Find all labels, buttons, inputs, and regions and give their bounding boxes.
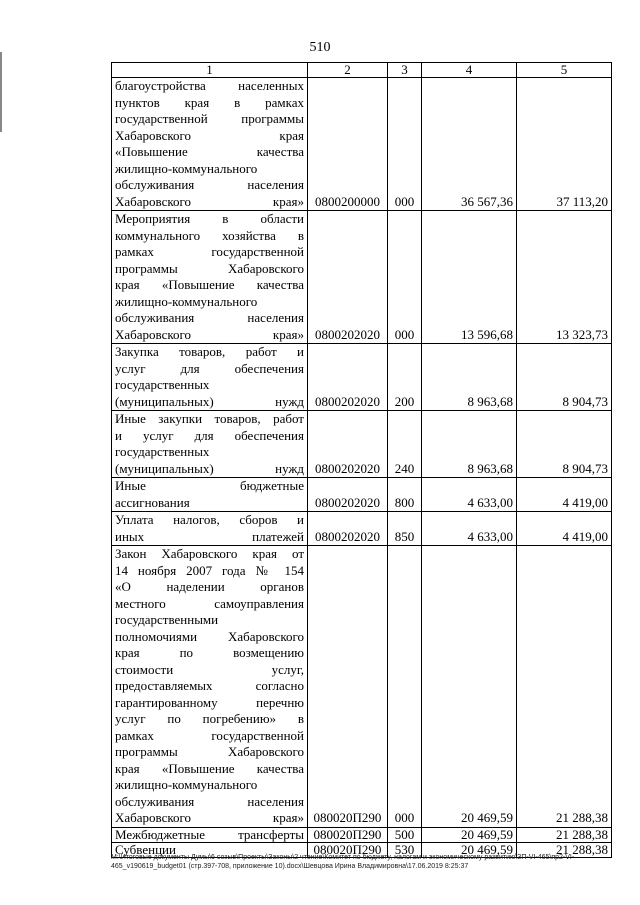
- table-row: [112, 827, 612, 842]
- row-name-line: Хабаровского края»: [115, 326, 304, 342]
- row-value-col4: 4 633,00: [422, 478, 517, 512]
- budget-table: [111, 62, 612, 858]
- row-name: [112, 211, 308, 344]
- row-name-line: обслуживания населения: [115, 793, 304, 809]
- row-value-col5: 21 288,38: [517, 546, 612, 828]
- column-header-3: 3: [388, 63, 422, 78]
- row-value-col5: 21 288,38: [517, 842, 612, 857]
- row-value-col4: 13 596,68: [422, 211, 517, 344]
- row-name-line: программы Хабаровского: [115, 744, 304, 759]
- row-code: 0800202020: [308, 411, 388, 478]
- row-name: [112, 344, 308, 411]
- row-name-line: Закупка товаров, работ и: [115, 344, 304, 359]
- column-header-5: 5: [517, 63, 612, 78]
- row-expense-type: 500: [388, 827, 422, 842]
- row-name-line: местного самоуправления: [115, 595, 304, 611]
- row-name-line: гарантированному перечню: [115, 694, 304, 710]
- row-name-line: «Повышение качества: [115, 144, 304, 159]
- page-number: 510: [309, 40, 331, 55]
- row-name: [112, 78, 308, 211]
- row-code: 080020П290: [308, 546, 388, 828]
- row-name-line: Мероприятия в области: [115, 211, 304, 226]
- table-row: [112, 411, 612, 478]
- column-header-2: 2: [308, 63, 388, 78]
- row-value-col5: 8 904,73: [517, 344, 612, 411]
- row-expense-type: 000: [388, 78, 422, 211]
- row-name-line: края по возмещению: [115, 645, 304, 660]
- row-name-line: «О наделении органов: [115, 579, 304, 594]
- row-expense-type: 530: [388, 842, 422, 857]
- table-header-row: [112, 63, 612, 78]
- row-name-line: коммунального хозяйства в: [115, 227, 304, 243]
- row-expense-type: 240: [388, 411, 422, 478]
- row-name-line: Межбюджетные трансферты: [115, 826, 304, 842]
- table-row: [112, 512, 612, 546]
- row-name-line: края «Повышение качества: [115, 760, 304, 776]
- row-name-line: Хабаровского края»: [115, 193, 304, 209]
- row-name-line: рамках государственной: [115, 244, 304, 259]
- row-value-col4: 20 469,59: [422, 827, 517, 842]
- row-name-line: 14 ноября 2007 года № 154: [115, 562, 304, 578]
- table-row: [112, 344, 612, 411]
- row-code: 0800202020: [308, 512, 388, 546]
- row-value-col4: 36 567,36: [422, 78, 517, 211]
- row-name-line: пунктов края в рамках: [115, 94, 304, 110]
- row-expense-type: 000: [388, 211, 422, 344]
- row-value-col5: 4 419,00: [517, 512, 612, 546]
- row-name-line: рамках государственной: [115, 727, 304, 743]
- row-name-line: жилищно-коммунального: [115, 777, 258, 792]
- column-header-1: 1: [112, 63, 308, 78]
- row-name: [112, 827, 308, 842]
- row-name-line: жилищно-коммунального: [115, 160, 258, 176]
- row-value-col5: 37 113,20: [517, 78, 612, 211]
- row-name-line: Закон Хабаровского края от: [115, 546, 304, 561]
- row-name-line: государственными: [115, 612, 219, 627]
- document-path-footer: М:\Итоговые документы Думы\6 созыв\Проекты\Законы\2 чтение\Комитет по бюджету, налогам и экономическому развитию\ЗП-VI-465\пр2-VI-465_v190619_budget01 (стр.397-708, приложение 10).docx\Шевцова Ирина Владимировна\17.06.2019 8:25:37: [111, 854, 575, 870]
- row-name-line: ассигнования: [115, 494, 190, 510]
- row-code: 0800200000: [308, 78, 388, 211]
- table-row: [112, 211, 612, 344]
- budget-table-body: [112, 63, 612, 858]
- row-name-line: услуг по погребению» в: [115, 711, 304, 726]
- row-name-line: услуг для обеспечения: [115, 360, 304, 376]
- row-code: 0800202020: [308, 211, 388, 344]
- table-row: [112, 546, 612, 828]
- row-name: [112, 478, 308, 512]
- row-expense-type: 000: [388, 546, 422, 828]
- row-value-col5: 8 904,73: [517, 411, 612, 478]
- row-name-line: Иные закупки товаров, работ: [115, 411, 304, 426]
- row-name-line: (муниципальных) нужд: [115, 460, 304, 476]
- row-code: 080020П290: [308, 842, 388, 857]
- row-value-col5: 13 323,73: [517, 211, 612, 344]
- row-name-line: края «Повышение качества: [115, 277, 304, 292]
- row-code: 080020П290: [308, 827, 388, 842]
- row-name-line: полномочиями Хабаровского: [115, 628, 304, 644]
- row-expense-type: 200: [388, 344, 422, 411]
- row-value-col4: 4 633,00: [422, 512, 517, 546]
- row-name-line: (муниципальных) нужд: [115, 393, 304, 409]
- row-value-col5: 21 288,38: [517, 827, 612, 842]
- row-name: [112, 546, 308, 828]
- row-name-line: государственной программы: [115, 111, 304, 126]
- row-value-col4: 8 963,68: [422, 344, 517, 411]
- row-value-col4: 20 469,59: [422, 842, 517, 857]
- row-name-line: Хабаровского края: [115, 127, 304, 143]
- row-name-line: обслуживания населения: [115, 310, 304, 325]
- row-name-line: обслуживания населения: [115, 177, 304, 192]
- row-name-line: благоустройства населенных: [115, 78, 304, 93]
- table-row: [112, 478, 612, 512]
- row-name: [112, 411, 308, 478]
- row-name-line: Субвенции: [115, 841, 176, 857]
- row-name-line: государственных: [115, 377, 210, 392]
- row-expense-type: 800: [388, 478, 422, 512]
- row-name-line: программы Хабаровского: [115, 260, 304, 276]
- row-name-line: Иные бюджетные: [115, 478, 304, 493]
- row-name-line: жилищно-коммунального: [115, 293, 258, 309]
- column-header-4: 4: [422, 63, 517, 78]
- row-name-line: государственных: [115, 444, 210, 459]
- row-name-line: стоимости услуг,: [115, 661, 304, 677]
- row-value-col4: 20 469,59: [422, 546, 517, 828]
- row-name-line: Уплата налогов, сборов и: [115, 512, 304, 527]
- row-expense-type: 850: [388, 512, 422, 546]
- table-row: [112, 78, 612, 211]
- row-name-line: иных платежей: [115, 528, 304, 544]
- row-code: 0800202020: [308, 478, 388, 512]
- row-code: 0800202020: [308, 344, 388, 411]
- row-name-line: Хабаровского края»: [115, 810, 304, 825]
- row-name-line: и услуг для обеспечения: [115, 427, 304, 443]
- row-name: [112, 512, 308, 546]
- scan-edge-mark: [0, 52, 2, 132]
- row-name-line: предоставляемых согласно: [115, 678, 304, 693]
- row-value-col5: 4 419,00: [517, 478, 612, 512]
- row-value-col4: 8 963,68: [422, 411, 517, 478]
